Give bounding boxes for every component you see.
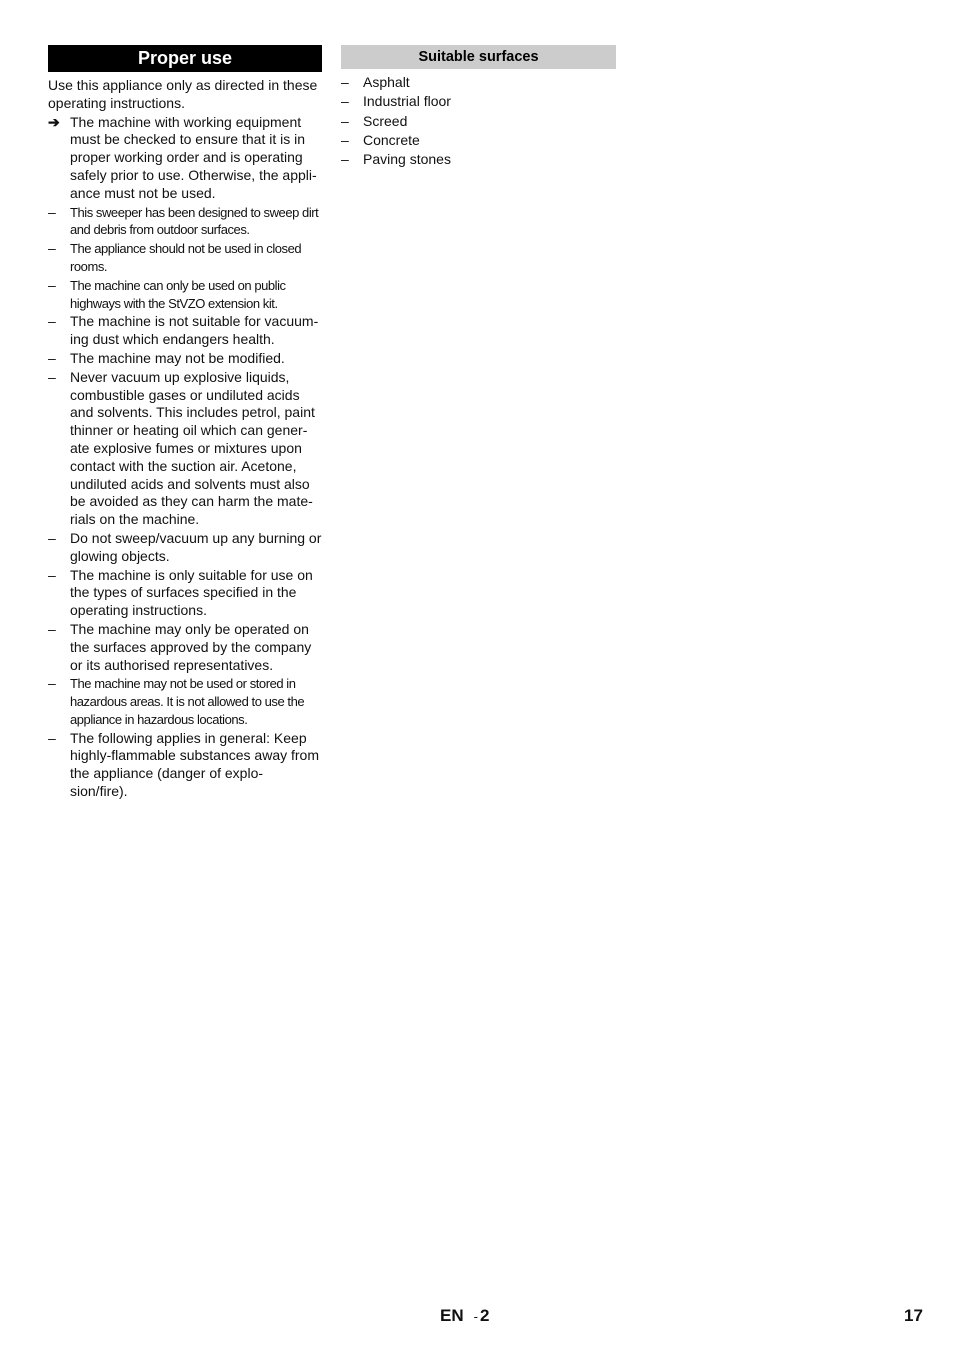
list-item <box>48 675 322 728</box>
footer-section-code <box>440 1306 489 1326</box>
proper-use-column <box>48 45 322 801</box>
list-item-text: The following applies in general: Keep highly-flammable substances away from the appliance (danger of explo- sion/fire). <box>70 729 319 800</box>
surfaces-list <box>341 74 616 169</box>
dash-marker: – <box>48 203 56 220</box>
list-item-text: Concrete <box>363 131 420 148</box>
list-item <box>48 350 322 368</box>
list-item <box>341 113 616 131</box>
dash-marker: – <box>48 368 56 385</box>
list-item <box>48 621 322 674</box>
list-item <box>341 93 616 111</box>
footer-language: EN <box>440 1306 464 1325</box>
intro-paragraph: Use this appliance only as directed in these operating instructions. <box>48 77 318 111</box>
dash-marker: – <box>48 240 56 257</box>
list-item <box>48 567 322 620</box>
dash-marker: – <box>341 131 349 148</box>
list-item-text: Industrial floor <box>363 93 451 110</box>
list-item-text: The machine may not be used or stored in hazardous areas. It is not allowed to use the appliance in hazardous locations. <box>70 676 305 727</box>
list-item <box>48 114 322 203</box>
footer-section-number: 2 <box>479 1306 490 1325</box>
dash-marker: – <box>48 276 56 293</box>
dash-marker: – <box>48 620 56 637</box>
page-number: 17 <box>904 1306 923 1325</box>
list-item-text: Never vacuum up explosive liquids, combustible gases or undiluted acids and solvents. This includes petrol, paint thinner or heating oil which can gener- ate explosive fumes or mixtures upon contact with the suction air. Acetone, undiluted acids and solvents must also be avoided as they can harm the mate- rials on the machine. <box>70 368 315 528</box>
dash-marker: – <box>48 566 56 583</box>
dash-marker: – <box>48 349 56 366</box>
list-item-text: Do not sweep/vacuum up any burning or glowing objects. <box>70 529 322 564</box>
list-item-text: The machine may only be operated on the surfaces approved by the company or its authorised representatives. <box>70 620 312 673</box>
list-item-text: The appliance should not be used in closed rooms. <box>70 241 302 274</box>
list-item <box>341 132 616 150</box>
dash-marker: – <box>48 529 56 546</box>
list-item-text: The machine is only suitable for use on the types of surfaces specified in the operating instructions. <box>70 566 313 619</box>
list-item <box>48 530 322 566</box>
suitable-surfaces-column <box>341 45 616 169</box>
list-item <box>48 369 322 529</box>
section-title-suitable-surfaces: Suitable surfaces <box>341 45 616 69</box>
proper-use-list <box>48 114 322 801</box>
list-item-text: The machine may not be modified. <box>70 349 285 366</box>
list-item-text: The machine can only be used on public highways with the StVZO extension kit. <box>70 277 286 311</box>
arrow-icon: ➔ <box>48 113 60 130</box>
list-item <box>341 151 616 169</box>
footer-separator: - <box>473 1309 478 1324</box>
list-item-text: This sweeper has been designed to sweep dirt and debris from outdoor surfaces. <box>70 204 319 238</box>
list-item-text: Paving stones <box>363 151 451 168</box>
dash-marker: – <box>341 112 349 129</box>
list-item-text: Screed <box>363 112 408 129</box>
list-item-text: The machine with working equipment must be checked to ensure that it is in proper working order and is operating safely prior to use. Otherwise, the appli- ance must not be used. <box>70 113 317 201</box>
list-item <box>48 204 322 240</box>
dash-marker: – <box>48 675 56 692</box>
dash-marker: – <box>48 729 56 746</box>
dash-marker: – <box>48 313 56 330</box>
list-item <box>48 313 322 349</box>
list-item-text: Asphalt <box>363 74 410 90</box>
dash-marker: – <box>341 151 349 168</box>
dash-marker: – <box>341 93 349 110</box>
list-item <box>341 74 616 92</box>
list-item-text: The machine is not suitable for vacuum- ing dust which endangers health. <box>70 313 319 348</box>
list-item <box>48 277 322 313</box>
list-item <box>48 240 322 276</box>
list-item <box>48 730 322 801</box>
section-title-proper-use: Proper use <box>48 45 322 72</box>
dash-marker: – <box>341 74 349 90</box>
